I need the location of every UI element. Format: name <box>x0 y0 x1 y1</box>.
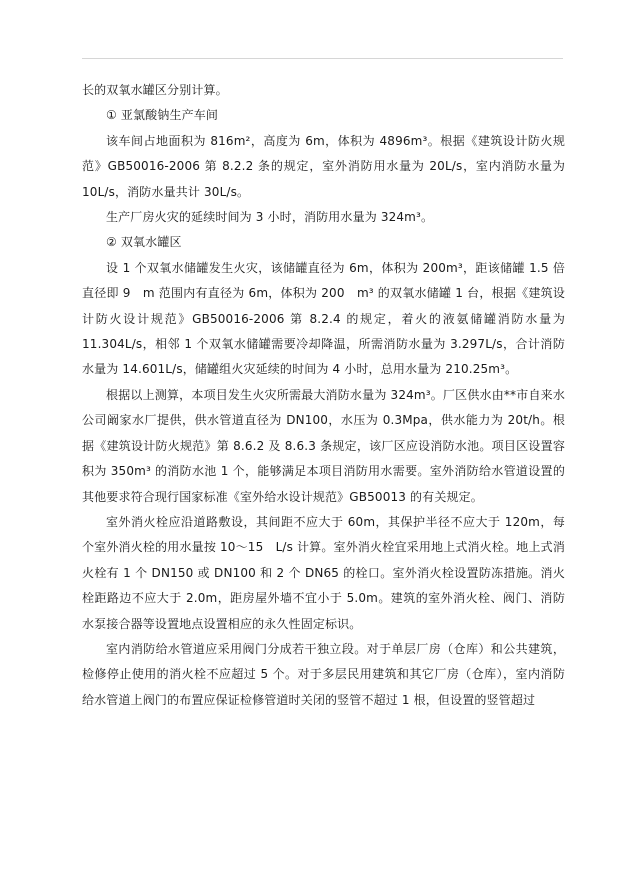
header-rule <box>82 58 563 59</box>
paragraph-duration: 生产厂房火灾的延续时间为 3 小时，消防用水量为 324m³。 <box>106 210 434 225</box>
section-heading-1: ① 亚氯酸钠生产车间 <box>106 108 219 123</box>
paragraph-indoor-pipe: 室内消防给水管道应采用阀门分成若干独立段。对于单层厂房（仓库）和公共建筑，检修停止使用的消火栓不应超过 5 个。对于多层民用建筑和其它厂房（仓库），室内消防给水管道上阀门的布置应保证检修管道时关闭的竖管不超过 1 根，但设置的竖管超过 <box>82 641 565 707</box>
paragraph-workshop: 该车间占地面积为 816m²，高度为 6m，体积为 4896m³。根据《建筑设计防火规范》GB50016-2006 第 8.2.2 条的规定，室外消防用水量为 20L/s，室内消防水量为 10L/s，消防水量共计 30L/s。 <box>82 133 565 199</box>
paragraph-continuation: 长的双氧水罐区分别计算。 <box>82 83 228 97</box>
section-heading-2: ② 双氧水罐区 <box>106 235 182 250</box>
document-body <box>82 78 565 713</box>
paragraph-outdoor-hydrant: 室外消火栓应沿道路敷设，其间距不应大于 60m，其保护半径不应大于 120m，每个室外消火栓的用水量按 10～15 L/s 计算。室外消火栓宜采用地上式消火栓。地上式消火栓有 1 个 DN150 或 DN100 和 2 个 DN65 的栓口。室外消火栓设置防冻措施。消火栓距路边不应大于 2.0m，距房屋外墙不宜小于 5.0m。建筑的室外消火栓、阀门、消防水泵接合器等设置地点设置相应的永久性固定标识。 <box>82 514 565 631</box>
paragraph-tank-area: 设 1 个双氧水储罐发生火灾，该储罐直径为 6m，体积为 200m³，距该储罐 1.5 倍直径即 9 m 范围内有直径为 6m，体积为 200 m³ 的双氧水储罐 1 台，根据《建筑设计防火设计规范》GB50016-2006 第 8.2.4 的规定，着火的液氨储罐消防水量为 11.304L/s，相邻 1 个双氧水储罐需要冷却降温，所需消防水量为 3.297L/s，合计消防水量为 14.601L/s，储罐组火灾延续的时间为 4 小时，总用水量为 210.25m³。 <box>82 260 565 377</box>
paragraph-water-supply: 根据以上测算，本项目发生火灾所需最大消防水量为 324m³。厂区供水由**市自来水公司阚家水厂提供，供水管道直径为 DN100，水压为 0.3Mpa，供水能力为 20t/h。根据《建筑设计防火规范》第 8.6.2 及 8.6.3 条规定，该厂区应设消防水池。项目区设置容积为 350m³ 的消防水池 1 个，能够满足本项目消防用水需要。室外消防给水管道设置的其他要求符合现行国家标准《室外给水设计规范》GB50013 的有关规定。 <box>82 387 565 504</box>
